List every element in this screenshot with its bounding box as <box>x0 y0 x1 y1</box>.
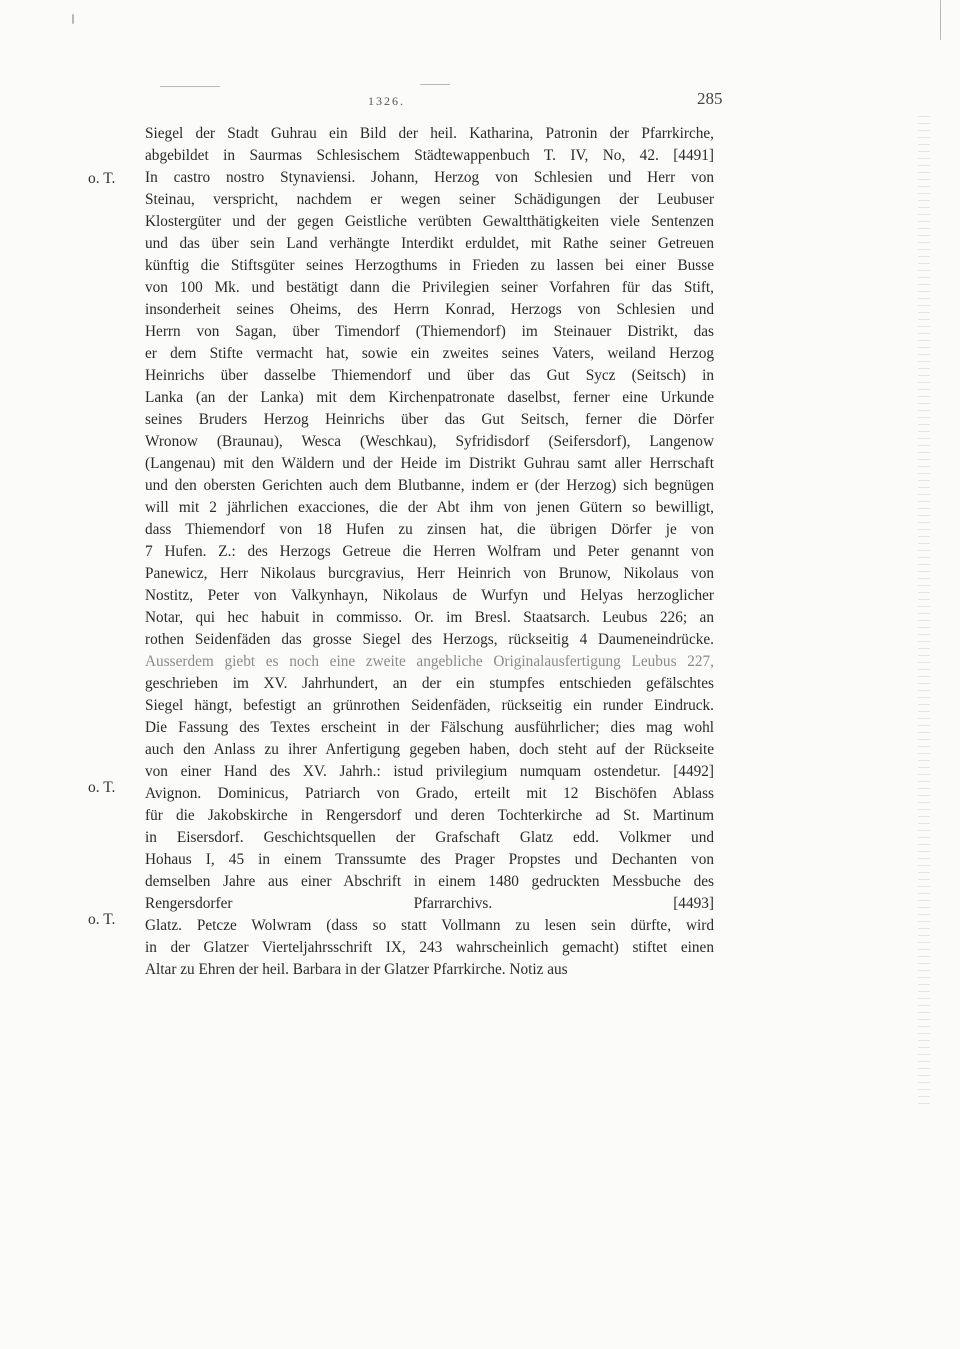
text-line: Lanka (an der Lanka) mit dem Kirchenpatronate daselbst, ferner eine Urkunde <box>145 389 714 406</box>
scan-speckle <box>420 84 450 85</box>
text-line: abgebildet in Saurmas Schlesischem Städtewappenbuch T. IV, No, 42. [4491] <box>145 147 714 164</box>
text-line: auch den Anlass zu ihrer Anfertigung gegeben haben, doch steht auf der Rückseite <box>145 741 714 758</box>
text-line: von 100 Mk. und bestätigt dann die Privilegien seiner Vorfahren für das Stift, <box>145 279 714 296</box>
text-line: von einer Hand des XV. Jahrh.: istud privilegium numquam ostendetur. [4492] <box>145 763 714 780</box>
text-line: demselben Jahre aus einer Abschrift in einem 1480 gedruckten Messbuche des <box>145 873 714 890</box>
margin-mark: o. T. <box>88 779 116 796</box>
text-line: und das über sein Land verhängte Interdikt erduldet, mit Rathe seiner Getreuen <box>145 235 714 252</box>
margin-mark: o. T. <box>88 911 116 928</box>
text-line: will mit 2 jährlichen exacciones, die der Abt ihm von jenen Gütern so bewilligt, <box>145 499 714 516</box>
text-line: Nostitz, Peter von Valkynhayn, Nikolaus de Wurfyn und Helyas herzoglicher <box>145 587 714 604</box>
body-text <box>145 123 714 981</box>
text-line: Siegel der Stadt Guhrau ein Bild der heil. Katharina, Patronin der Pfarrkirche, <box>145 125 714 142</box>
page-number: 285 <box>697 89 723 108</box>
text-line: für die Jakobskirche in Rengersdorf und deren Tochterkirche ad St. Martinum <box>145 807 714 824</box>
text-line: in Eisersdorf. Geschichtsquellen der Grafschaft Glatz edd. Volkmer und <box>145 829 714 846</box>
scan-speckle <box>940 0 941 40</box>
text-line: Glatz. Petcze Wolwram (dass so statt Vollmann zu lesen sein dürfte, wird <box>145 917 714 934</box>
text-line: Panewicz, Herr Nikolaus burcgravius, Herr Heinrich von Brunow, Nikolaus von <box>145 565 714 582</box>
text-line: er dem Stifte vermacht hat, sowie ein zweites seines Vaters, weiland Herzog <box>145 345 714 362</box>
text-line: Steinau, verspricht, nachdem er wegen seiner Schädigungen der Leubuser <box>145 191 714 208</box>
margin-mark: o. T. <box>88 170 116 187</box>
text-line: Klostergüter und der gegen Geistliche verübten Gewaltthätigkeiten viele Sentenzen <box>145 213 714 230</box>
text-line: Hohaus I, 45 in einem Transsumte des Prager Propstes und Dechanten von <box>145 851 714 868</box>
text-line: Ausserdem giebt es noch eine zweite angebliche Originalausfertigung Leubus 227, <box>145 653 714 670</box>
text-line: rothen Seidenfäden das grosse Siegel des Herzogs, rückseitig 4 Daumeneindrücke. <box>145 631 714 648</box>
text-line: und den obersten Gerichten auch dem Blutbanne, indem er (der Herzog) sich begnügen <box>145 477 714 494</box>
text-line: (Langenau) mit den Wäldern und der Heide im Distrikt Guhrau samt aller Herrschaft <box>145 455 714 472</box>
text-line: Heinrichs über dasselbe Thiemendorf und über das Gut Sycz (Seitsch) in <box>145 367 714 384</box>
text-line: seines Bruders Herzog Heinrichs über das Gut Seitsch, ferner die Dörfer <box>145 411 714 428</box>
running-header-year: 1326. <box>368 94 405 108</box>
text-line: 7 Hufen. Z.: des Herzogs Getreue die Herren Wolfram und Peter genannt von <box>145 543 714 560</box>
text-line: in der Glatzer Vierteljahrsschrift IX, 243 wahrscheinlich gemacht) stiftet einen <box>145 939 714 956</box>
text-line: geschrieben im XV. Jahrhundert, an der ein stumpfes entschieden gefälschtes <box>145 675 714 692</box>
scan-edge-artifact <box>918 110 930 1110</box>
text-line: Wronow (Braunau), Wesca (Weschkau), Syfridisdorf (Seifersdorf), Langenow <box>145 433 714 450</box>
scan-speckle <box>160 86 220 87</box>
scan-speckle <box>72 14 74 24</box>
text-line: Rengersdorfer Pfarrarchivs. [4493] <box>145 895 714 912</box>
text-line: Notar, qui hec habuit in commisso. Or. im Bresl. Staatsarch. Leubus 226; an <box>145 609 714 626</box>
text-line: dass Thiemendorf von 18 Hufen zu zinsen hat, die übrigen Dörfer je von <box>145 521 714 538</box>
text-line: Die Fassung des Textes erscheint in der Fälschung ausführlicher; dies mag wohl <box>145 719 714 736</box>
text-line: künftig die Stiftsgüter seines Herzogthums in Frieden zu lassen bei einer Busse <box>145 257 714 274</box>
text-line: Herrn von Sagan, über Timendorf (Thiemendorf) im Steinauer Distrikt, das <box>145 323 714 340</box>
text-line: insonderheit seines Oheims, des Herrn Konrad, Herzogs von Schlesien und <box>145 301 714 318</box>
text-line: Altar zu Ehren der heil. Barbara in der Glatzer Pfarrkirche. Notiz aus <box>145 961 568 978</box>
text-line: In castro nostro Stynaviensi. Johann, Herzog von Schlesien und Herr von <box>145 169 714 186</box>
text-line: Avignon. Dominicus, Patriarch von Grado, erteilt mit 12 Bischöfen Ablass <box>145 785 714 802</box>
text-line: Siegel hängt, befestigt an grünrothen Seidenfäden, rückseitig ein runder Eindruck. <box>145 697 714 714</box>
